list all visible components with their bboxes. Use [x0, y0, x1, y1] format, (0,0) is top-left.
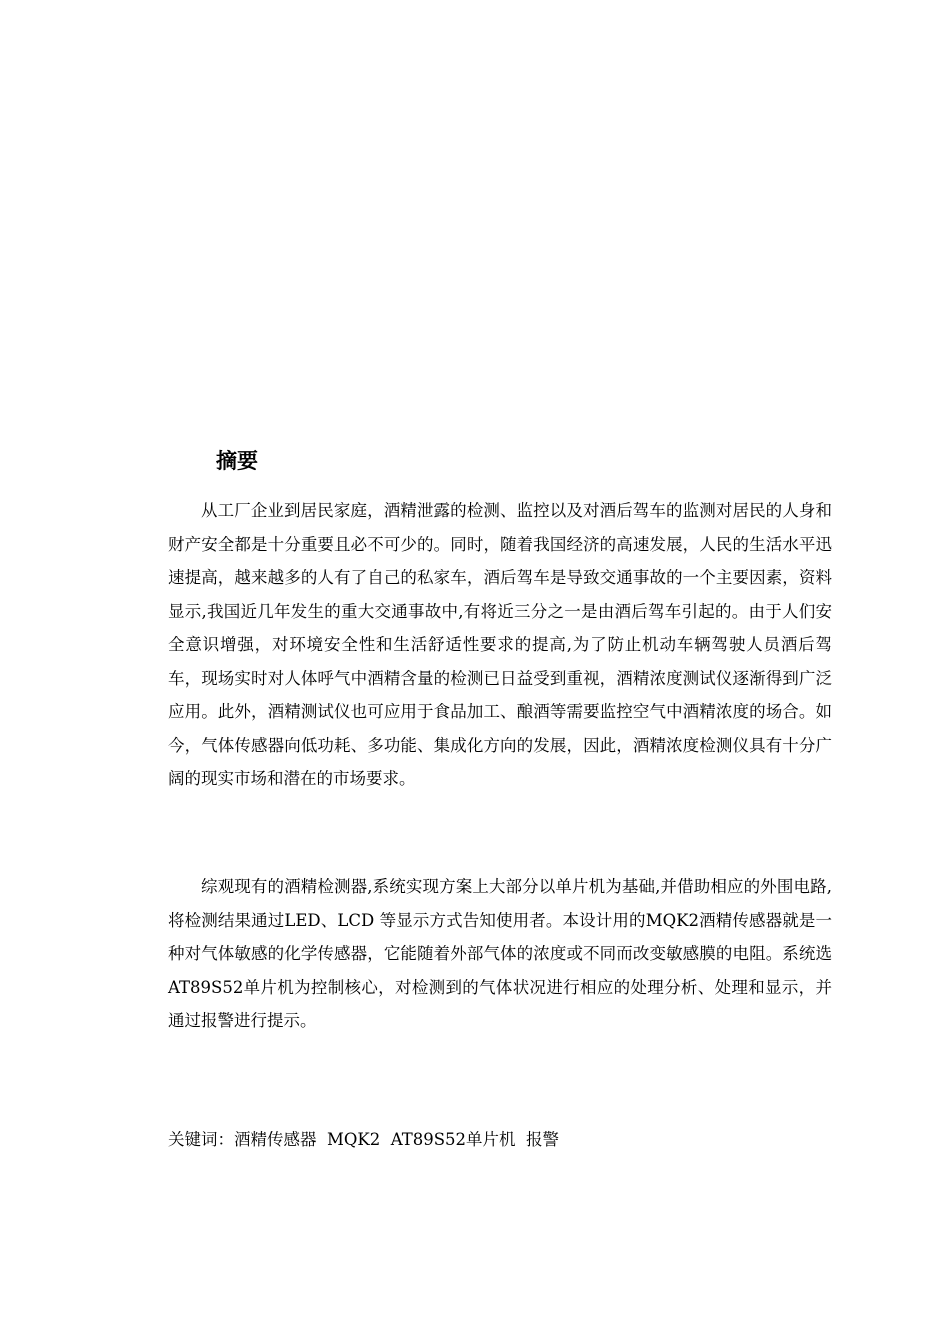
abstract-paragraph-1: 从工厂企业到居民家庭，酒精泄露的检测、监控以及对酒后驾车的监测对居民的人身和财产安全都是十分重要且必不可少的。同时，随着我国经济的高速发展，人民的生活水平迅速提高，越来越多的人有了自己的私家车，酒后驾车是导致交通事故的一个主要因素，资料显示,我国近几年发生的重大交通事故中,有将近三分之一是由酒后驾车引起的。由于人们安全意识增强，对环境安全性和生活舒适性要求的提高,为了防止机动车辆驾驶人员酒后驾车，现场实时对人体呼气中酒精含量的检测已日益受到重视，酒精浓度测试仪逐渐得到广泛应用。此外，酒精测试仪也可应用于食品加工、酿酒等需要监控空气中酒精浓度的场合。如今，气体传感器向低功耗、多功能、集成化方向的发展，因此，酒精浓度检测仪具有十分广阔的现实市场和潜在的市场要求。	[168, 501, 832, 788]
abstract-paragraph-2: 综观现有的酒精检测器,系统实现方案上大部分以单片机为基础,并借助相应的外围电路,将检测结果通过LED、LCD 等显示方式告知使用者。本设计用的MQK2酒精传感器就是一种对气体敏感的化学传感器，它能随着外部气体的浓度或不同而改变敏感膜的电阻。系统选AT89S52单片机为控制核心，对检测到的气体状况进行相应的处理分析、处理和显示，并通过报警进行提示。	[168, 877, 832, 1030]
keywords-line: 关键词：酒精传感器 MQK2 AT89S52单片机 报警	[168, 1130, 560, 1149]
abstract-heading: 摘要	[216, 449, 258, 473]
